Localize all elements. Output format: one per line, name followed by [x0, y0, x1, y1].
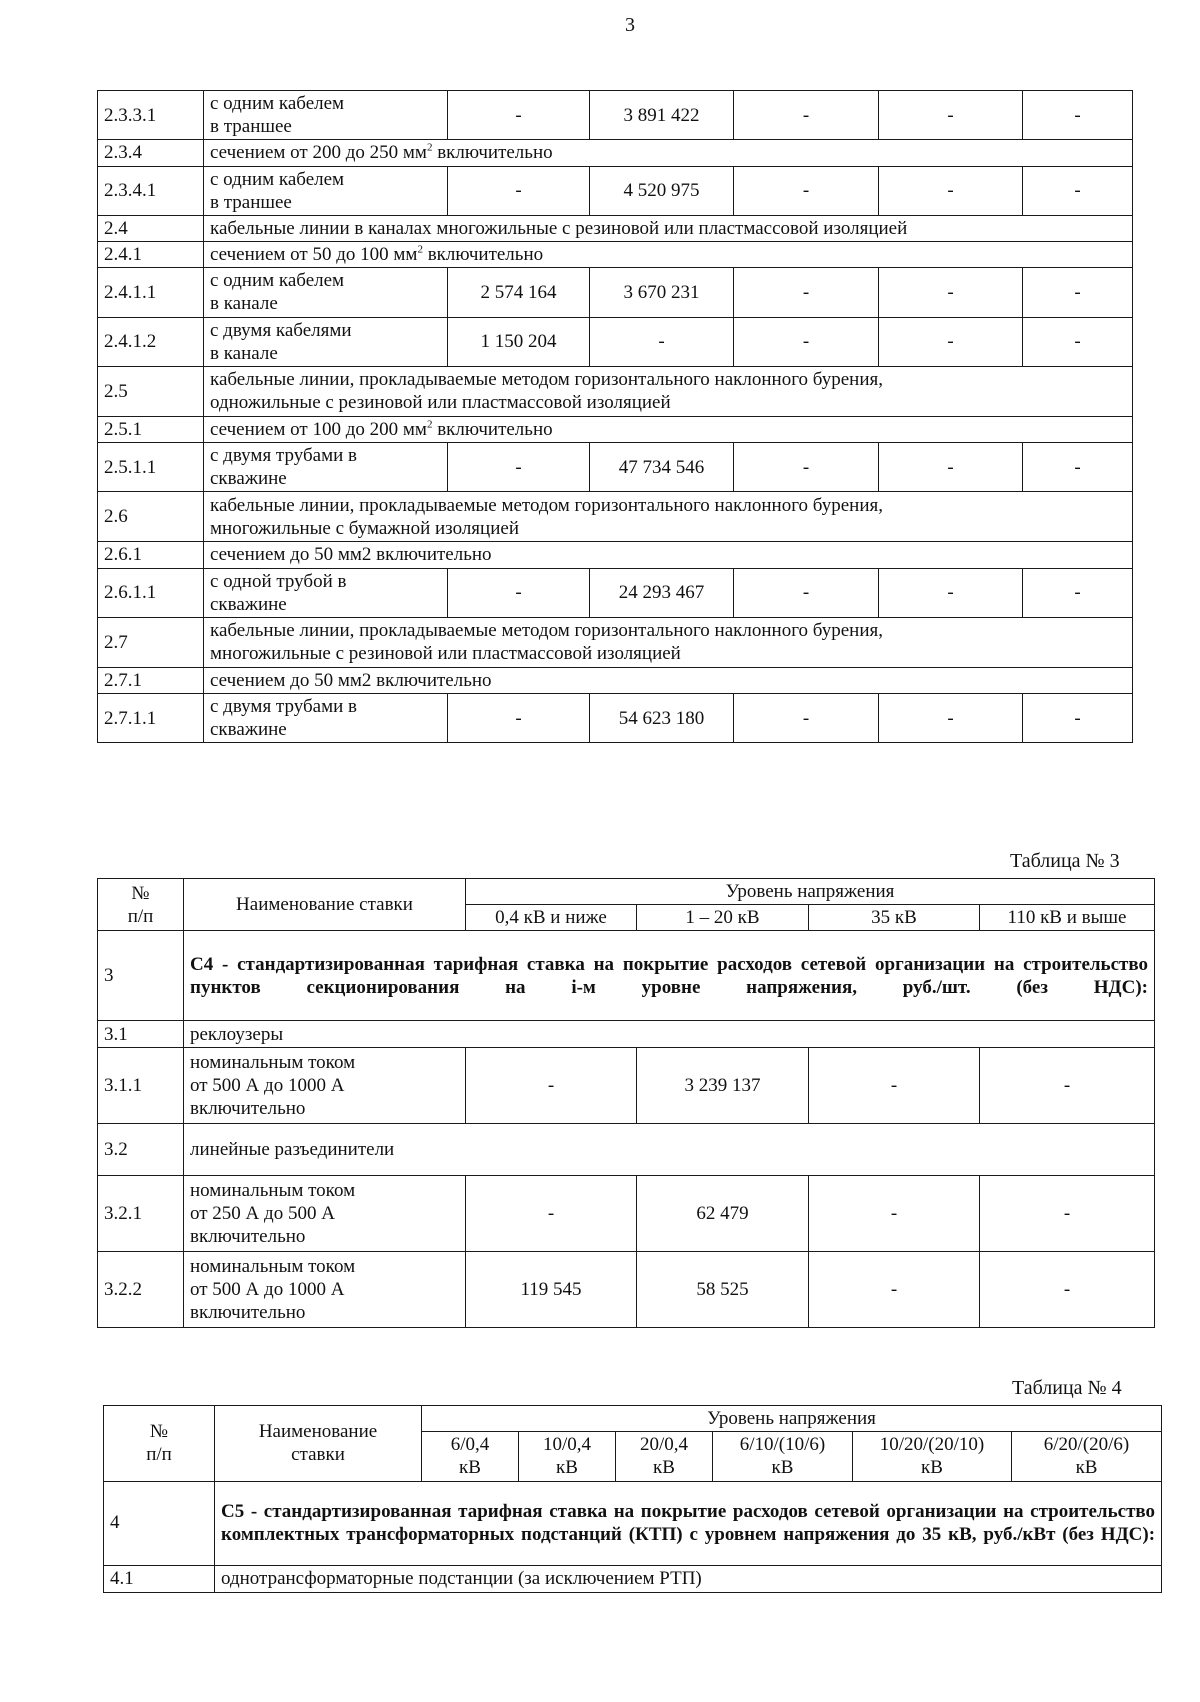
header-level-4: 10/20/(20/10) кВ	[853, 1432, 1012, 1481]
value-cell: -	[879, 268, 1023, 317]
value-cell: -	[980, 1252, 1155, 1328]
value-cell: -	[734, 317, 879, 366]
section-text-main: кабельные линии в каналах многожильные с резиновой или пластмассовой изоляцией	[210, 217, 908, 239]
row-number: 2.3.4	[98, 140, 204, 166]
row-number: 2.5.1	[98, 416, 204, 442]
row-name: с одним кабелем в траншее	[204, 166, 448, 215]
row-number: 3	[98, 931, 184, 1021]
section-row	[104, 1481, 1162, 1565]
value-cell: -	[1023, 568, 1133, 617]
value-cell: -	[809, 1176, 980, 1252]
section-text-main: кабельные линии, прокладываемые методом горизонтального наклонного бурения, одножильные с резиновой или пластмассовой изоляцией	[210, 369, 883, 414]
section-row	[98, 366, 1133, 416]
value-cell: -	[466, 1048, 637, 1124]
value-cell: -	[734, 268, 879, 317]
section-row	[98, 931, 1155, 1021]
section-text-main: сечением до 50 мм2 включительно	[210, 544, 492, 566]
section-text: реклоузеры	[184, 1021, 1155, 1048]
value-cell: -	[448, 91, 590, 140]
value-cell: 3 891 422	[590, 91, 734, 140]
row-number: 2.6.1.1	[98, 568, 204, 617]
value-cell: 58 525	[637, 1252, 809, 1328]
section-text-main: кабельные линии, прокладываемые методом горизонтального наклонного бурения, многожильные с бумажной изоляцией	[210, 494, 883, 539]
table-row	[98, 1048, 1155, 1124]
section-text-main: кабельные линии, прокладываемые методом горизонтального наклонного бурения, многожильные с резиновой или пластмассовой изоляцией	[210, 620, 883, 665]
section-row	[98, 667, 1133, 693]
value-cell: -	[879, 317, 1023, 366]
section-text	[204, 617, 1133, 667]
header-level-2: 20/0,4 кВ	[616, 1432, 713, 1481]
header-level-3: 6/10/(10/6) кВ	[713, 1432, 853, 1481]
header-level-1: 1 – 20 кВ	[637, 905, 809, 931]
section-text	[204, 416, 1133, 442]
value-cell: -	[809, 1252, 980, 1328]
value-cell: 119 545	[466, 1252, 637, 1328]
row-name: с одной трубой в скважине	[204, 568, 448, 617]
value-cell: 3 670 231	[590, 268, 734, 317]
value-cell: -	[1023, 166, 1133, 215]
value-cell: 1 150 204	[448, 317, 590, 366]
row-number: 2.4	[98, 215, 204, 241]
row-number: 4	[104, 1481, 215, 1565]
section-text-tail: включительно	[432, 418, 553, 440]
value-cell: -	[879, 443, 1023, 492]
header-level: Уровень напряжения	[422, 1406, 1162, 1432]
value-cell: -	[734, 166, 879, 215]
row-number: 2.7.1.1	[98, 694, 204, 743]
row-number: 4.1	[104, 1565, 215, 1592]
row-name: номинальным током от 500 А до 1000 А включительно	[184, 1048, 466, 1124]
row-number: 2.7	[98, 617, 204, 667]
value-cell: 47 734 546	[590, 443, 734, 492]
section-text-main: сечением от 100 до 200 мм	[210, 418, 427, 440]
table-3-caption: Таблица № 3	[1010, 850, 1120, 872]
row-number: 2.3.3.1	[98, 91, 204, 140]
value-cell: -	[809, 1048, 980, 1124]
section-text	[204, 542, 1133, 568]
section-text-main: сечением до 50 мм2 включительно	[210, 669, 492, 691]
header-name: Наименование ставки	[184, 879, 466, 931]
value-cell: -	[734, 443, 879, 492]
row-number: 3.2.2	[98, 1252, 184, 1328]
row-number: 2.4.1	[98, 242, 204, 268]
value-cell: 3 239 137	[637, 1048, 809, 1124]
header-name: Наименование ставки	[215, 1406, 422, 1482]
value-cell: 54 623 180	[590, 694, 734, 743]
section-text	[204, 667, 1133, 693]
value-cell: -	[1023, 91, 1133, 140]
table-row	[98, 91, 1133, 140]
value-cell: -	[734, 568, 879, 617]
header-level-5: 6/20/(20/6) кВ	[1012, 1432, 1162, 1481]
header-level: Уровень напряжения	[466, 879, 1155, 905]
table-row	[98, 166, 1133, 215]
value-cell: -	[1023, 694, 1133, 743]
row-name: номинальным током от 500 А до 1000 А включительно	[184, 1252, 466, 1328]
section-text-main: сечением от 200 до 250 мм	[210, 142, 427, 164]
row-number: 2.4.1.1	[98, 268, 204, 317]
row-number: 2.4.1.2	[98, 317, 204, 366]
page-number: 3	[625, 14, 635, 36]
section-row	[98, 1021, 1155, 1048]
header-level-2: 35 кВ	[809, 905, 980, 931]
header-num: № п/п	[98, 879, 184, 931]
section-text-main: сечением от 50 до 100 мм	[210, 244, 418, 266]
section-text-tail: включительно	[422, 244, 544, 266]
section-row	[98, 542, 1133, 568]
superscript: 2	[426, 418, 433, 431]
row-number: 3.1.1	[98, 1048, 184, 1124]
value-cell: -	[1023, 317, 1133, 366]
table-4	[103, 1405, 1162, 1593]
value-cell: 2 574 164	[448, 268, 590, 317]
table-row	[98, 1252, 1155, 1328]
value-cell: -	[734, 91, 879, 140]
section-row	[98, 1124, 1155, 1176]
section-row	[98, 242, 1133, 268]
row-number: 2.5	[98, 366, 204, 416]
table-row	[98, 443, 1133, 492]
header-num: № п/п	[104, 1406, 215, 1482]
value-cell: -	[448, 443, 590, 492]
value-cell: -	[980, 1176, 1155, 1252]
table-row	[98, 1176, 1155, 1252]
header-level-0: 6/0,4 кВ	[422, 1432, 519, 1481]
section-row	[98, 416, 1133, 442]
section-title: С4 - стандартизированная тарифная ставка на покрытие расходов сетевой организации на строительство пунктов секционирования на i-м уровне напряжения, руб./шт. (без НДС):	[184, 931, 1155, 1021]
value-cell: -	[879, 694, 1023, 743]
value-cell: -	[879, 568, 1023, 617]
section-row	[98, 140, 1133, 166]
value-cell: -	[734, 694, 879, 743]
section-row	[98, 492, 1133, 542]
value-cell: -	[879, 91, 1023, 140]
row-name: с двумя кабелями в канале	[204, 317, 448, 366]
value-cell: -	[879, 166, 1023, 215]
value-cell: -	[590, 317, 734, 366]
table-3	[97, 878, 1155, 1328]
row-name: с двумя трубами в скважине	[204, 443, 448, 492]
row-number: 2.6	[98, 492, 204, 542]
row-name: номинальным током от 250 А до 500 А включительно	[184, 1176, 466, 1252]
header-level-1: 10/0,4 кВ	[519, 1432, 616, 1481]
value-cell: -	[448, 166, 590, 215]
row-number: 3.2	[98, 1124, 184, 1176]
row-number: 2.6.1	[98, 542, 204, 568]
section-title: С5 - стандартизированная тарифная ставка на покрытие расходов сетевой организации на строительство комплектных трансформаторных подстанций (КТП) с уровнем напряжения до 35 кВ, руб./кВт (без НДС):	[215, 1481, 1162, 1565]
value-cell: -	[448, 568, 590, 617]
section-text	[204, 140, 1133, 166]
value-cell: 62 479	[637, 1176, 809, 1252]
table-row	[98, 694, 1133, 743]
section-text: однотрансформаторные подстанции (за исключением РТП)	[215, 1565, 1162, 1592]
section-row	[98, 617, 1133, 667]
row-number: 3.2.1	[98, 1176, 184, 1252]
value-cell: 4 520 975	[590, 166, 734, 215]
section-text	[204, 215, 1133, 241]
table-row	[98, 568, 1133, 617]
header-level-0: 0,4 кВ и ниже	[466, 905, 637, 931]
value-cell: -	[1023, 268, 1133, 317]
row-number: 2.7.1	[98, 667, 204, 693]
row-number: 2.5.1.1	[98, 443, 204, 492]
table-4-caption: Таблица № 4	[1012, 1377, 1122, 1399]
header-level-3: 110 кВ и выше	[980, 905, 1155, 931]
value-cell: -	[980, 1048, 1155, 1124]
row-name: с одним кабелем в канале	[204, 268, 448, 317]
section-row	[104, 1565, 1162, 1592]
section-row	[98, 215, 1133, 241]
row-number: 2.3.4.1	[98, 166, 204, 215]
section-text	[204, 242, 1133, 268]
row-number: 3.1	[98, 1021, 184, 1048]
section-text-tail: включительно	[432, 142, 553, 164]
row-name: с двумя трубами в скважине	[204, 694, 448, 743]
value-cell: -	[466, 1176, 637, 1252]
table-row	[98, 268, 1133, 317]
section-text	[204, 492, 1133, 542]
table-row	[98, 317, 1133, 366]
value-cell: -	[1023, 443, 1133, 492]
superscript: 2	[417, 243, 423, 256]
section-text: линейные разъединители	[184, 1124, 1155, 1176]
section-text	[204, 366, 1133, 416]
value-cell: -	[448, 694, 590, 743]
superscript: 2	[426, 142, 433, 155]
value-cell: 24 293 467	[590, 568, 734, 617]
row-name: с одним кабелем в траншее	[204, 91, 448, 140]
table-2	[97, 90, 1133, 743]
